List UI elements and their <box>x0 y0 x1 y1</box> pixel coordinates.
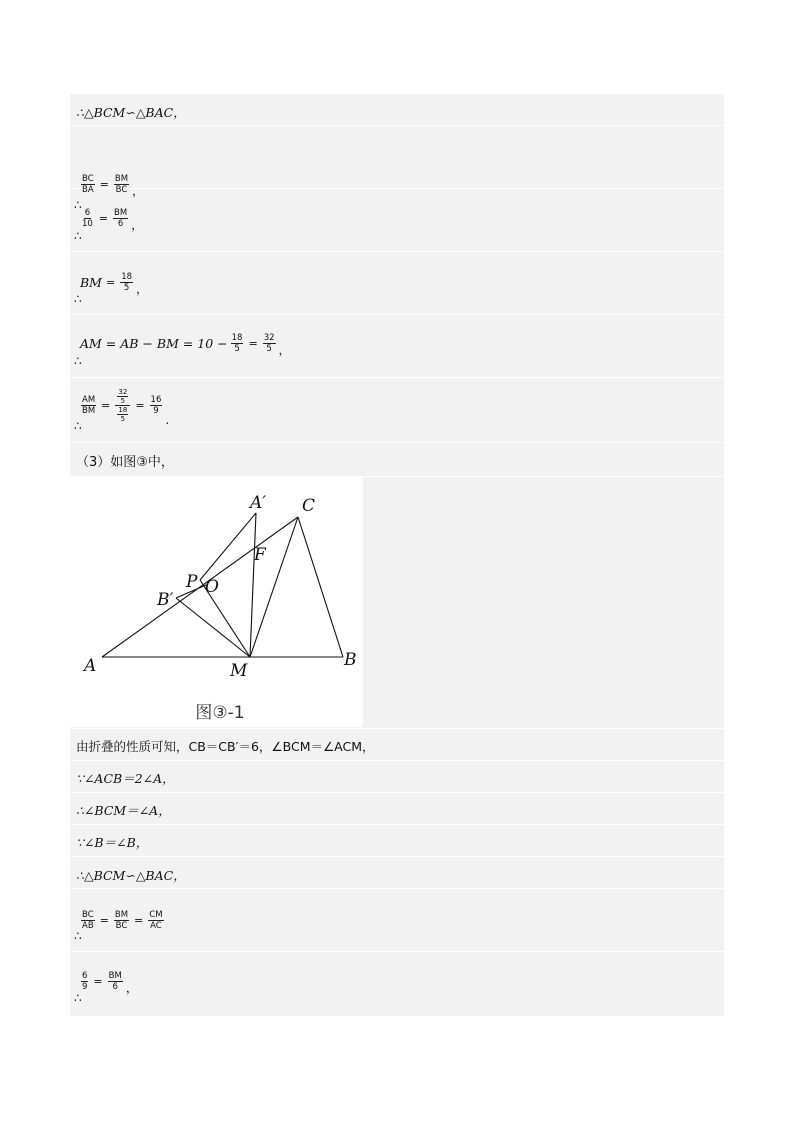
line-text: ∴△BCM∽△BAC， <box>76 868 186 883</box>
geometry-figure <box>70 477 363 727</box>
therefore-symbol: ∴ <box>74 292 82 306</box>
label-a-prime: A′ <box>250 493 267 513</box>
therefore-symbol: ∴ <box>74 229 82 243</box>
label-p: P <box>186 572 198 592</box>
line-similar-triangles-2 <box>70 857 724 889</box>
therefore-symbol: ∴ <box>74 198 82 212</box>
equation: AM = AB − BM = 10 − $\frac{18}{5}$ = $\frac{32}{5}$ ， <box>80 333 291 357</box>
line-folding-property <box>70 729 724 761</box>
line-ratio-1 <box>70 126 724 212</box>
label-o: O <box>205 577 219 597</box>
figure-row <box>70 477 724 729</box>
line-text: ∴∠BCM＝∠A， <box>76 803 171 818</box>
therefore-symbol: ∴ <box>74 419 82 433</box>
line-ratio-2 <box>70 189 724 252</box>
equation: $\frac{6}{10}$ = $\frac{BM}{6}$ ， <box>82 208 144 232</box>
therefore-symbol: ∴ <box>74 991 82 1005</box>
equation: $\frac{6}{9}$ = $\frac{BM}{6}$ ， <box>82 971 138 995</box>
label-b: B <box>344 650 357 670</box>
solution-panel <box>70 94 724 1016</box>
figure-caption: 图③-1 <box>195 703 245 723</box>
label-b-prime: B′ <box>157 590 174 610</box>
label-f: F <box>254 545 266 565</box>
section-3-heading <box>70 443 724 477</box>
line-similar-triangles-1 <box>70 94 724 126</box>
line-ratio-3 <box>70 889 724 952</box>
line-text: ∵∠ACB＝2∠A， <box>76 771 175 786</box>
label-c: C <box>302 496 316 516</box>
fraction: $\frac{BC}{BA}$ <box>82 174 94 195</box>
segment-ma-prime <box>250 513 256 657</box>
line-angle-b <box>70 825 724 857</box>
segment-a-prime-p <box>200 513 256 580</box>
equation: $\frac{BC}{BA}$ = $\frac{BM}{BC}$ ， <box>82 174 145 198</box>
segment-mc <box>250 517 298 657</box>
therefore-symbol: ∴ <box>74 929 82 943</box>
line-text: 由折叠的性质可知，CB＝CB′＝6，∠BCM＝∠ACM， <box>76 739 375 754</box>
fraction: $\frac{BM}{BC}$ <box>114 174 129 195</box>
line-angle-bcm <box>70 793 724 825</box>
line-bm-value <box>70 252 724 315</box>
triangle-diagram <box>70 477 363 727</box>
therefore-symbol: ∴ <box>74 354 82 368</box>
segment-cb <box>298 517 343 657</box>
equation: $\frac{BC}{AB}$ = $\frac{BM}{BC}$ = $\frac{CM}{AC}$ <box>82 910 163 931</box>
segment-b-prime-m <box>176 598 250 657</box>
line-am-value <box>70 315 724 378</box>
line-am-bm-ratio <box>70 378 724 443</box>
line-ratio-4 <box>70 952 724 1016</box>
section-label: （3）如图③中， <box>76 455 174 470</box>
label-a: A <box>84 656 97 676</box>
line-angle-acb <box>70 761 724 793</box>
line-text: ∵∠B＝∠B， <box>76 835 149 850</box>
line-text: ∴△BCM∽△BAC， <box>76 105 186 120</box>
equation: BM = $\frac{18}{5}$ ， <box>80 272 149 296</box>
equation: $\frac{AM}{BM}$ = $\frac{\frac{32}{5}}{\frac{18}{5}}$ = $\frac{16}{9}$ . <box>82 388 170 427</box>
label-m: M <box>230 661 248 681</box>
segment-ac <box>102 517 298 657</box>
